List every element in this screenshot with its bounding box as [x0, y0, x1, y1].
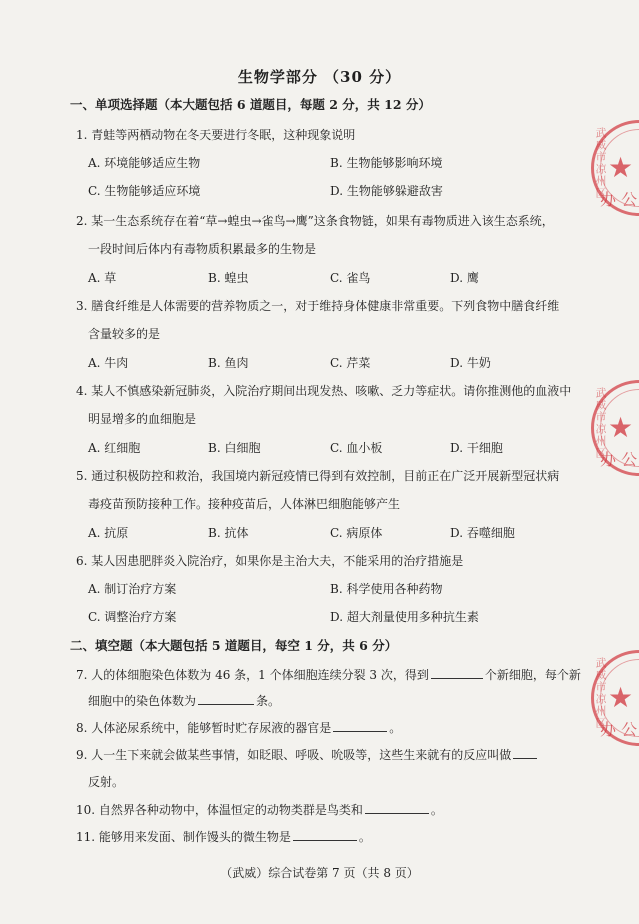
question-1-option-d: D. 生物能够躲避敌害	[330, 184, 443, 198]
question-10-text-b: 。	[430, 803, 443, 817]
star-icon: ★	[608, 681, 634, 714]
question-2-option-b: B. 蝗虫	[208, 271, 249, 285]
question-10-text-a: 10. 自然界各种动物中，体温恒定的动物类群是鸟类和	[76, 803, 363, 817]
question-2-stem-line2: 一段时间后体内有毒物质积累最多的生物是	[88, 242, 317, 256]
question-3-option-c: C. 芹菜	[330, 356, 371, 370]
question-5-option-b: B. 抗体	[208, 526, 249, 540]
star-icon: ★	[608, 151, 634, 184]
question-7-blank-2[interactable]	[198, 692, 254, 705]
question-1-option-b: B. 生物能够影响环境	[330, 156, 443, 170]
question-3-option-a: A. 牛肉	[88, 356, 129, 370]
section-heading-choice: 一、单项选择题（本大题包括 6 道题目，每题 2 分，共 12 分）	[70, 97, 431, 112]
question-7-blank-1[interactable]	[431, 666, 483, 679]
question-11-blank[interactable]	[293, 828, 357, 841]
question-11-line	[76, 828, 371, 845]
question-10-blank[interactable]	[365, 801, 429, 814]
question-4-stem-line2: 明显增多的血细胞是	[88, 412, 197, 426]
page-footer: （武威）综合试卷第 7 页（共 8 页）	[220, 866, 419, 880]
question-6-stem: 6. 某人因患肥胖炎入院治疗，如果你是主治大夫，不能采用的治疗措施是	[76, 554, 464, 568]
question-4-option-a: A. 红细胞	[88, 441, 141, 455]
question-9-text-a: 9. 人一生下来就会做某些事情，如眨眼、呼吸、吮吸等，这些生来就有的反应叫做	[76, 748, 512, 762]
question-4-option-d: D. 干细胞	[450, 441, 503, 455]
question-1-option-c: C. 生物能够适应环境	[88, 184, 201, 198]
question-6-option-c: C. 调整治疗方案	[88, 610, 177, 624]
question-9-blank[interactable]	[513, 746, 537, 759]
question-2-option-a: A. 草	[88, 271, 117, 285]
question-7-line2	[88, 692, 280, 709]
official-stamp-1: 武威市凉州区 ★ 办 公	[591, 120, 639, 216]
question-3-stem-line2: 含量较多的是	[88, 327, 161, 341]
question-11-text-a: 11. 能够用来发面、制作馒头的微生物是	[76, 830, 291, 844]
star-icon: ★	[608, 411, 634, 444]
question-8-line	[76, 719, 401, 736]
question-4-option-b: B. 白细胞	[208, 441, 261, 455]
question-6-option-a: A. 制订治疗方案	[88, 582, 177, 596]
question-8-blank[interactable]	[333, 719, 387, 732]
question-3-stem-line1: 3. 膳食纤维是人体需要的营养物质之一，对于维持身体健康非常重要。下列食物中膳食纤维	[76, 299, 560, 313]
question-5-option-c: C. 病原体	[330, 526, 383, 540]
question-5-option-d: D. 吞噬细胞	[450, 526, 515, 540]
question-7-text-b: 个新细胞，每个新	[484, 668, 581, 682]
question-3-option-b: B. 鱼肉	[208, 356, 249, 370]
question-5-stem-line2: 毒疫苗预防接种工作。接种疫苗后，人体淋巴细胞能够产生	[88, 497, 401, 511]
section-heading-fill: 二、填空题（本大题包括 5 道题目，每空 1 分，共 6 分）	[70, 638, 398, 653]
question-5-option-a: A. 抗原	[88, 526, 129, 540]
question-1-option-a: A. 环境能够适应生物	[88, 156, 201, 170]
question-1-stem: 1. 青蛙等两栖动物在冬天要进行冬眠，这种现象说明	[76, 128, 356, 142]
question-7-text-c: 细胞中的染色体数为	[88, 694, 197, 708]
question-11-text-b: 。	[358, 830, 371, 844]
question-2-option-c: C. 雀鸟	[330, 271, 371, 285]
question-9-text-b: 反射。	[88, 775, 125, 789]
official-stamp-2: 武威市凉州区 ★ 办 公	[591, 380, 639, 476]
question-2-option-d: D. 鹰	[450, 271, 479, 285]
question-6-option-d: D. 超大剂量使用多种抗生素	[330, 610, 479, 624]
question-8-text-b: 。	[389, 721, 402, 735]
question-7-text-a: 7. 人的体细胞染色体数为 46 条，1 个体细胞连续分裂 3 次，得到	[76, 668, 429, 682]
question-10-line	[76, 801, 443, 818]
question-4-stem-line1: 4. 某人不慎感染新冠肺炎，入院治疗期间出现发热、咳嗽、乏力等症状。请你推测他的血液中	[76, 384, 572, 398]
question-5-stem-line1: 5. 通过积极防控和救治，我国境内新冠疫情已得到有效控制，目前正在广泛开展新型冠状病	[76, 469, 560, 483]
question-4-option-c: C. 血小板	[330, 441, 383, 455]
question-9-line1	[76, 746, 539, 763]
question-3-option-d: D. 牛奶	[450, 356, 491, 370]
question-8-text-a: 8. 人体泌尿系统中，能够暂时贮存尿液的器官是	[76, 721, 332, 735]
question-7-text-d: 条。	[256, 694, 281, 708]
page-title: 生物学部分 （30 分）	[237, 68, 402, 86]
question-6-option-b: B. 科学使用各种药物	[330, 582, 443, 596]
question-2-stem-line1: 2. 某一生态系统存在着“草→蝗虫→雀鸟→鹰”这条食物链，如果有毒物质进入该生态系统，	[76, 214, 554, 228]
question-7-line1	[76, 666, 581, 683]
official-stamp-3: 武威市凉州区 ★ 办 公	[591, 650, 639, 746]
